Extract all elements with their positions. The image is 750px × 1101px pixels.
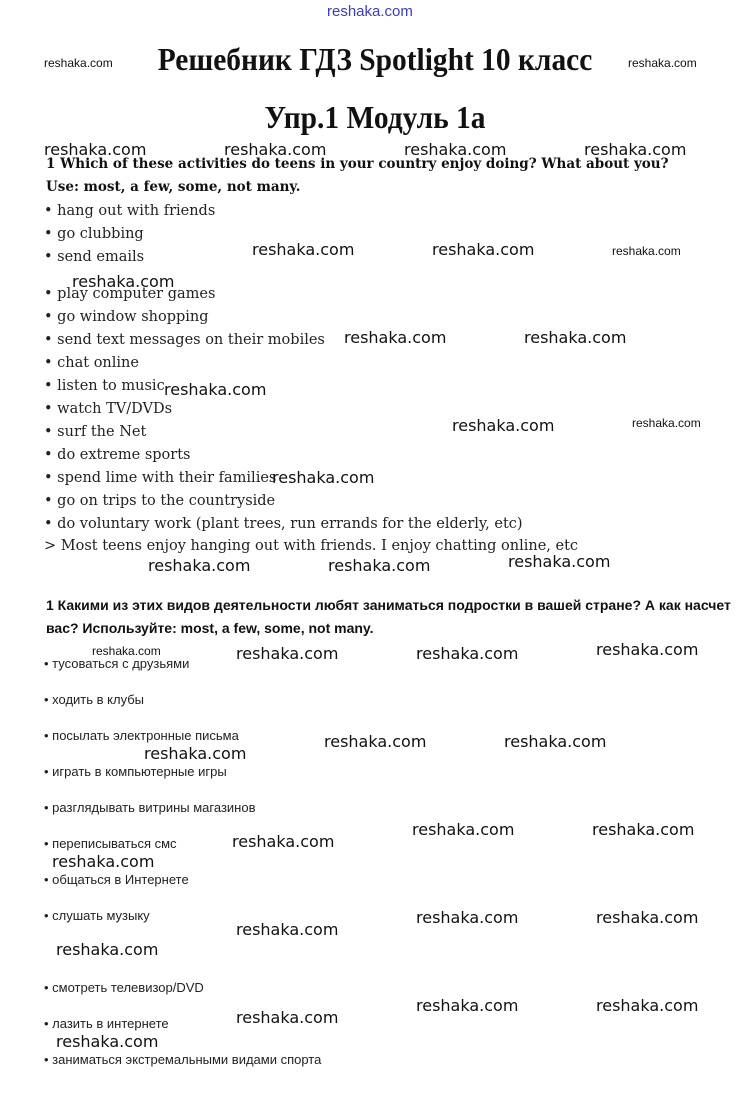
list-item: • заниматься экстремальными видами спорта: [44, 1052, 322, 1067]
watermark-text: reshaka.com: [252, 240, 355, 259]
list-item: • ходить в клубы: [44, 692, 145, 707]
list-item: • hang out with friends: [44, 203, 216, 219]
watermark-text: reshaka.com: [628, 56, 697, 70]
english-question-usage: Use: most, a few, some, not many.: [46, 179, 301, 195]
list-item: • общаться в Интернете: [44, 872, 189, 887]
watermark-text: reshaka.com: [612, 244, 681, 258]
watermark-text: reshaka.com: [416, 644, 519, 663]
document-title: Решебник ГДЗ Spotlight 10 класс: [157, 41, 593, 77]
watermark-text: reshaka.com: [44, 56, 113, 70]
list-item: • do extreme sports: [44, 447, 191, 463]
watermark-text: reshaka.com: [632, 416, 701, 430]
watermark-text: reshaka.com: [52, 852, 155, 871]
watermark-text: reshaka.com: [596, 908, 699, 927]
english-example-answer: > Most teens enjoy hanging out with friends. I enjoy chatting online, etc: [44, 538, 579, 554]
watermark-text: reshaka.com: [324, 732, 427, 751]
watermark-text: reshaka.com: [148, 556, 251, 575]
watermark-text: reshaka.com: [232, 832, 335, 851]
list-item: • go on trips to the countryside: [44, 493, 276, 509]
watermark-text: reshaka.com: [164, 380, 267, 399]
watermark-text: reshaka.com: [596, 996, 699, 1015]
watermark-text: reshaka.com: [328, 556, 431, 575]
watermark-text: reshaka.com: [92, 644, 161, 658]
russian-question: 1 Какими из этих видов деятельности любят заниматься подростки в вашей стране? А как насчет: [46, 597, 731, 613]
exercise-heading: Упр.1 Модуль 1а: [264, 99, 486, 135]
watermark-text: reshaka.com: [416, 996, 519, 1015]
list-item: • слушать музыку: [44, 908, 150, 923]
watermark-text: reshaka.com: [236, 920, 339, 939]
watermark-text: reshaka.com: [236, 644, 339, 663]
watermark-text: reshaka.com: [224, 140, 327, 159]
list-item: • переписываться смс: [44, 836, 177, 851]
watermark-text: reshaka.com: [404, 140, 507, 159]
watermark-text: reshaka.com: [508, 552, 611, 571]
english-question: 1 Which of these activities do teens in your country enjoy doing? What about you?: [46, 156, 669, 172]
list-item: • посылать электронные письма: [44, 728, 239, 743]
list-item: • do voluntary work (plant trees, run errands for the elderly, etc): [44, 516, 523, 532]
watermark-text: reshaka.com: [524, 328, 627, 347]
watermark-text: reshaka.com: [56, 940, 159, 959]
list-item: • send emails: [44, 249, 145, 265]
list-item: • send text messages on their mobiles: [44, 332, 325, 348]
list-item: • лазить в интернете: [44, 1016, 169, 1031]
list-item: • listen to music: [44, 378, 165, 394]
watermark-text: reshaka.com: [344, 328, 447, 347]
watermark-text: reshaka.com: [412, 820, 515, 839]
list-item: • go window shopping: [44, 309, 209, 325]
list-item: • играть в компьютерные игры: [44, 764, 227, 779]
list-item: • разглядывать витрины магазинов: [44, 800, 256, 815]
watermark-text: reshaka.com: [144, 744, 247, 763]
list-item: • go clubbing: [44, 226, 144, 242]
watermark-text: reshaka.com: [72, 272, 175, 291]
list-item: • смотреть телевизор/DVD: [44, 980, 204, 995]
list-item: • spend lime with their families: [44, 470, 277, 486]
list-item: • watch TV/DVDs: [44, 401, 173, 417]
watermark-text: reshaka.com: [584, 140, 687, 159]
watermark-text: reshaka.com: [592, 820, 695, 839]
watermark-text: reshaka.com: [327, 2, 413, 20]
watermark-text: reshaka.com: [452, 416, 555, 435]
list-item: • тусоваться с друзьями: [44, 656, 190, 671]
watermark-text: reshaka.com: [416, 908, 519, 927]
list-item: • chat online: [44, 355, 139, 371]
watermark-text: reshaka.com: [236, 1008, 339, 1027]
watermark-text: reshaka.com: [44, 140, 147, 159]
watermark-text: reshaka.com: [596, 640, 699, 659]
russian-question-usage: вас? Используйте: most, a few, some, not many.: [46, 620, 374, 636]
watermark-text: reshaka.com: [432, 240, 535, 259]
watermark-text: reshaka.com: [272, 468, 375, 487]
watermark-text: reshaka.com: [56, 1032, 159, 1051]
list-item: • play computer games: [44, 286, 216, 302]
watermark-text: reshaka.com: [504, 732, 607, 751]
list-item: • surf the Net: [44, 424, 147, 440]
